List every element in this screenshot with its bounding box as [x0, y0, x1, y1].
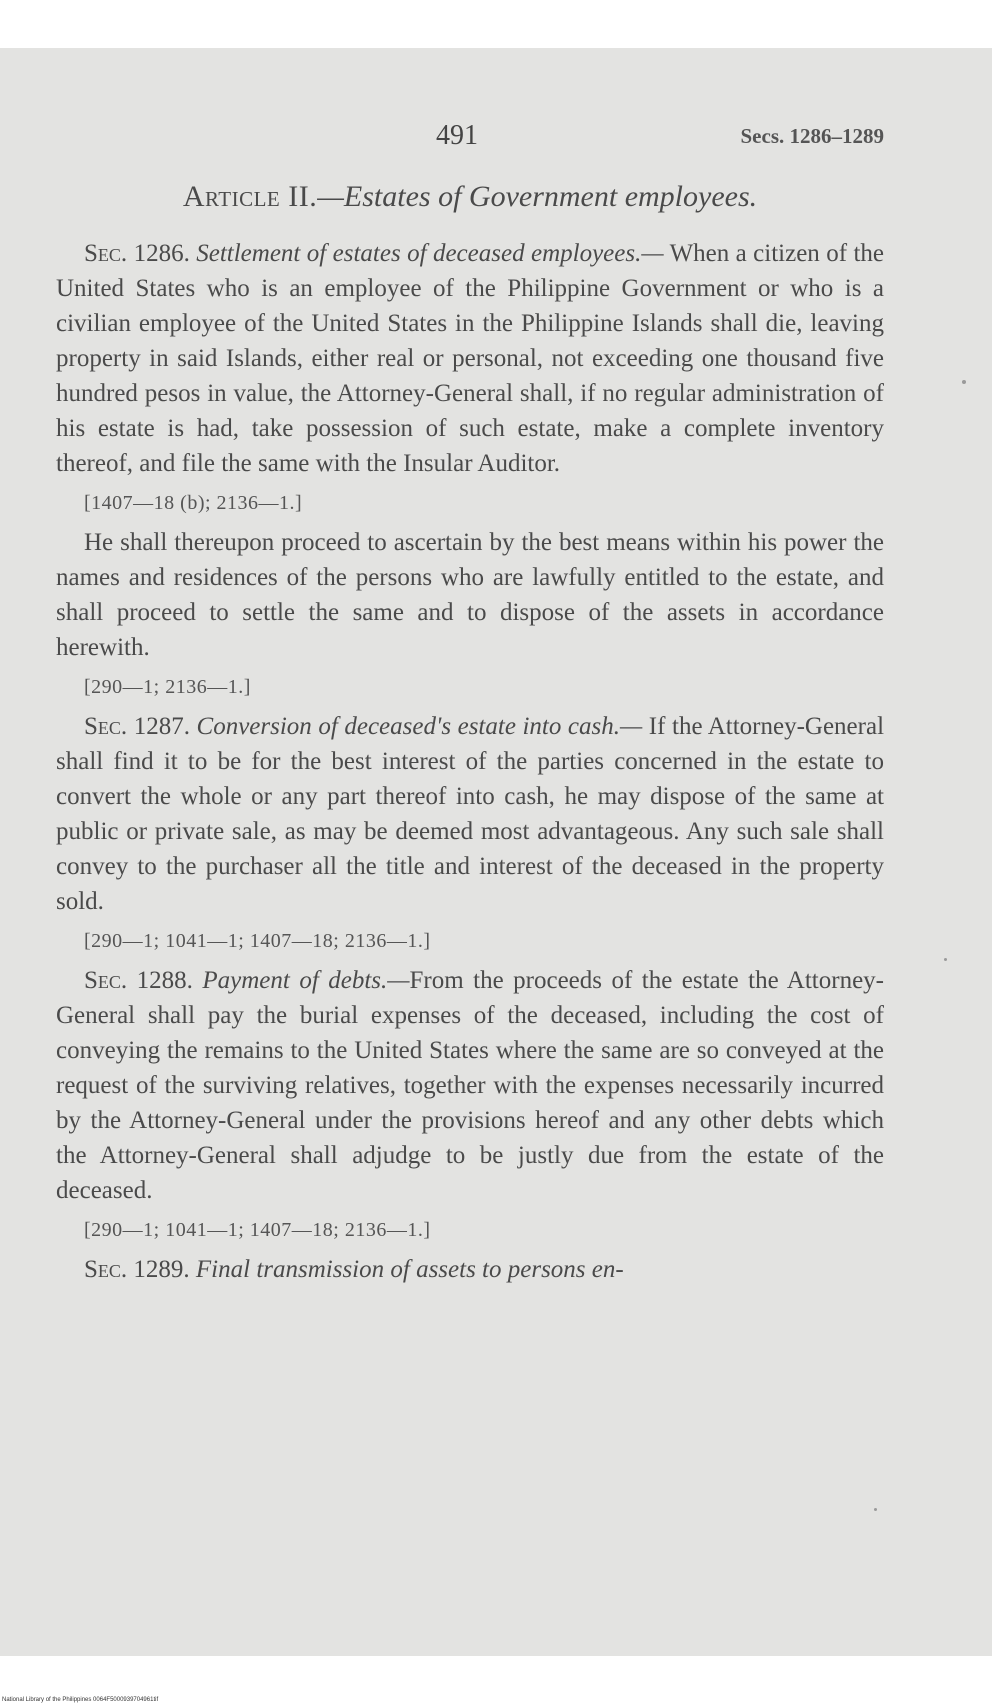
article-label: Article II.	[182, 180, 318, 213]
scanned-page	[0, 48, 992, 1656]
section-text: From the proceeds of the estate the Attorney-General shall pay the burial expenses of the deceased, including the cost of conveying the remains to the United States where the same are so conveyed at the request of the surviving relatives, together with the expenses necessarily incurred by the Attorney-General under the provisions hereof and any other debts which the Attorney-General shall adjudge to be justly due from the estate of the deceased.	[56, 967, 884, 1204]
section-label: Sec. 1289.	[84, 1256, 190, 1283]
page-number: 491	[436, 120, 478, 151]
section-label: Sec. 1288.	[84, 967, 193, 994]
section-text: If the Attorney-General shall find it to be for the best interest of the parties concerned in the estate to convert the whole or any part thereof into cash, he may dispose of the same at public or private sale, as may be deemed most advantageous. Any such sale shall convey to the purchaser all the title and interest of the deceased in the property sold.	[56, 713, 885, 915]
section-1286-paragraph	[56, 236, 884, 481]
citation: [290—1; 1041—1; 1407—18; 2136—1.]	[84, 1219, 431, 1241]
scan-speck	[874, 1508, 877, 1511]
section-heading: Conversion of deceased's estate into cash.—	[196, 713, 643, 740]
section-label: Sec. 1287.	[84, 713, 190, 740]
section-heading: Payment of debts.—	[202, 967, 410, 994]
running-header	[56, 120, 884, 160]
section-text: When a citizen of the United States who is an employee of the Philippine Government or who is a civilian employee of the United States in the Philippine Islands shall die, leaving property in said Islands, either real or personal, not exceeding one thousand five hundred pesos in value, the Attorney-General shall, if no regular administration of his estate is had, take possession of such estate, make a complete inventory thereof, and file the same with the Insular Auditor.	[56, 240, 884, 477]
section-heading: Final transmission of assets to persons en-	[195, 1256, 624, 1283]
article-title: —Estates of Government employees.	[317, 180, 758, 213]
body-text	[56, 236, 884, 1287]
section-label: Sec. 1286.	[84, 240, 190, 267]
article-heading	[56, 180, 884, 214]
citation: [1407—18 (b); 2136—1.]	[84, 492, 303, 514]
section-text: He shall thereupon proceed to ascertain by the best means within his power the names and residences of the persons who are lawfully entitled to the estate, and shall proceed to settle the same and to dispose of the assets in accordance herewith.	[56, 529, 884, 661]
scan-speck	[944, 958, 947, 961]
section-1286-continuation	[56, 525, 884, 665]
section-1288-paragraph	[56, 963, 884, 1208]
citation: [290—1; 2136—1.]	[84, 676, 251, 698]
scan-speck	[962, 380, 966, 384]
scan-source-label: National Library of the Philippines 0064F5000939704961tif	[2, 1697, 159, 1703]
section-heading: Settlement of estates of deceased employees.—	[196, 240, 664, 267]
section-range: Secs. 1286–1289	[740, 124, 884, 148]
section-1287-paragraph	[56, 709, 884, 919]
citation: [290—1; 1041—1; 1407—18; 2136—1.]	[84, 930, 431, 952]
section-1289-paragraph	[56, 1252, 884, 1287]
